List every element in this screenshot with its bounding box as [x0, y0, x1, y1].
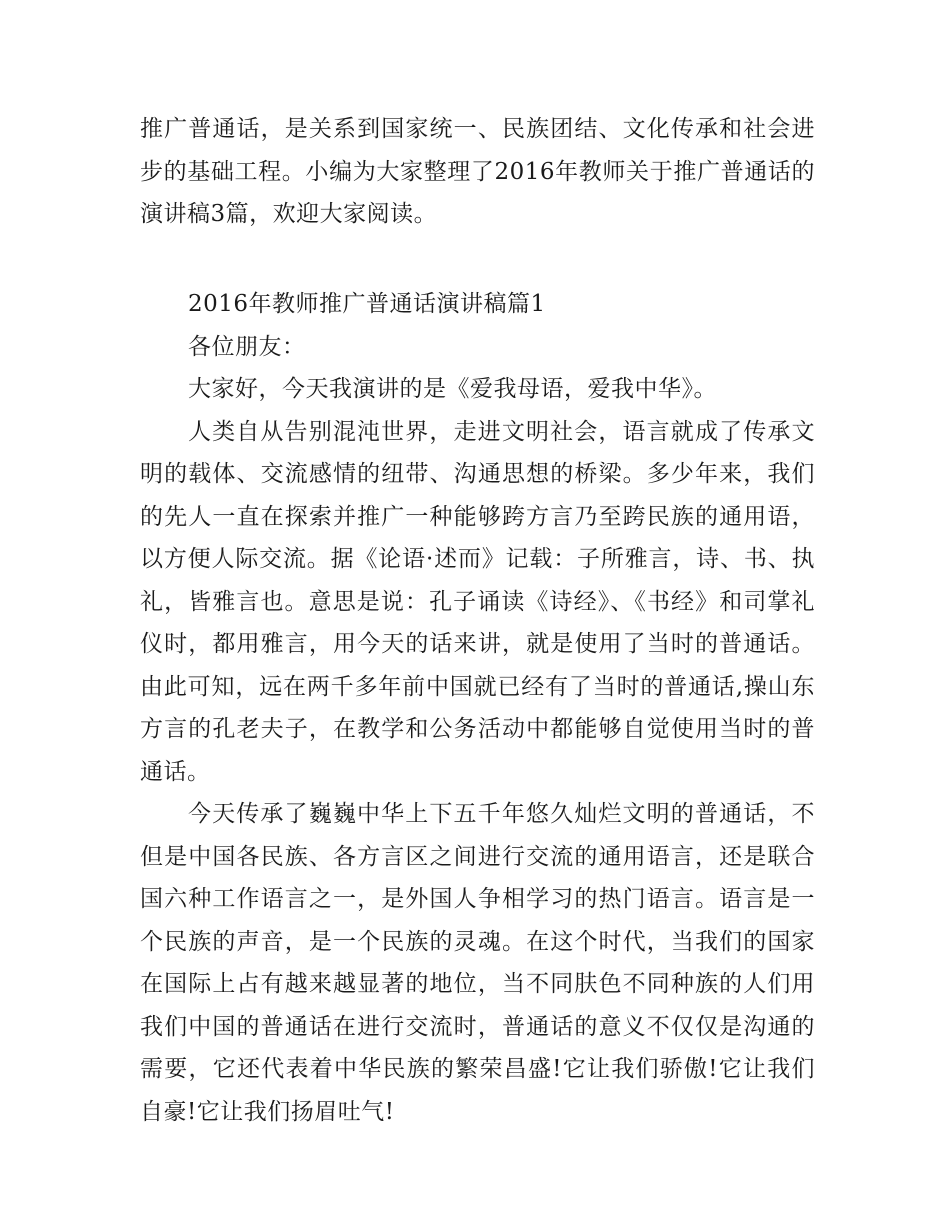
speech-paragraph: 大家好，今天我演讲的是《爱我母语，爱我中华》。 [188, 376, 717, 402]
speech-greeting: 各位朋友： [188, 333, 306, 360]
speech-paragraph: 今天传承了巍巍中华上下五千年悠久灿烂文明的普通话，不但是中国各民族、各方言区之间进行交流的通用语言，还是联合国六种工作语言之一，是外国人争相学习的热门语言。语言是一个民族的声音，是一个民族的灵魂。在这个时代，当我们的国家在国际上占有越来越显著的地位，当不同肤色不同种族的人们用我们中国的普通话在进行交流时，普通话的意义不仅仅是沟通的需要，它还代表着中华民族的繁荣昌盛!它让我们骄傲!它让我们自豪!它让我们扬眉吐气! [140, 801, 815, 1125]
speech-title: 2016年教师推广普通话演讲稿篇1 [188, 291, 546, 317]
speech-article [140, 283, 815, 1133]
intro-paragraph: 推广普通话，是关系到国家统一、民族团结、文化传承和社会进步的基础工程。小编为大家整理了2016年教师关于推广普通话的演讲稿3篇，欢迎大家阅读。 [140, 116, 815, 227]
speech-paragraph: 人类自从告别混沌世界，走进文明社会，语言就成了传承文明的载体、交流感情的纽带、沟通思想的桥梁。多少年来，我们的先人一直在探索并推广一种能够跨方言乃至跨民族的通用语，以方便人际交流。据《论语·述而》记载：子所雅言，诗、书、执礼，皆雅言也。意思是说：孔子诵读《诗经》、《书经》和司掌礼仪时，都用雅言，用今天的话来讲，就是使用了当时的普通话。由此可知，远在两千多年前中国就已经有了当时的普通话,操山东方言的孔老夫子，在教学和公务活动中都能够自觉使用当时的普通话。 [140, 418, 815, 785]
intro-section [140, 108, 815, 236]
